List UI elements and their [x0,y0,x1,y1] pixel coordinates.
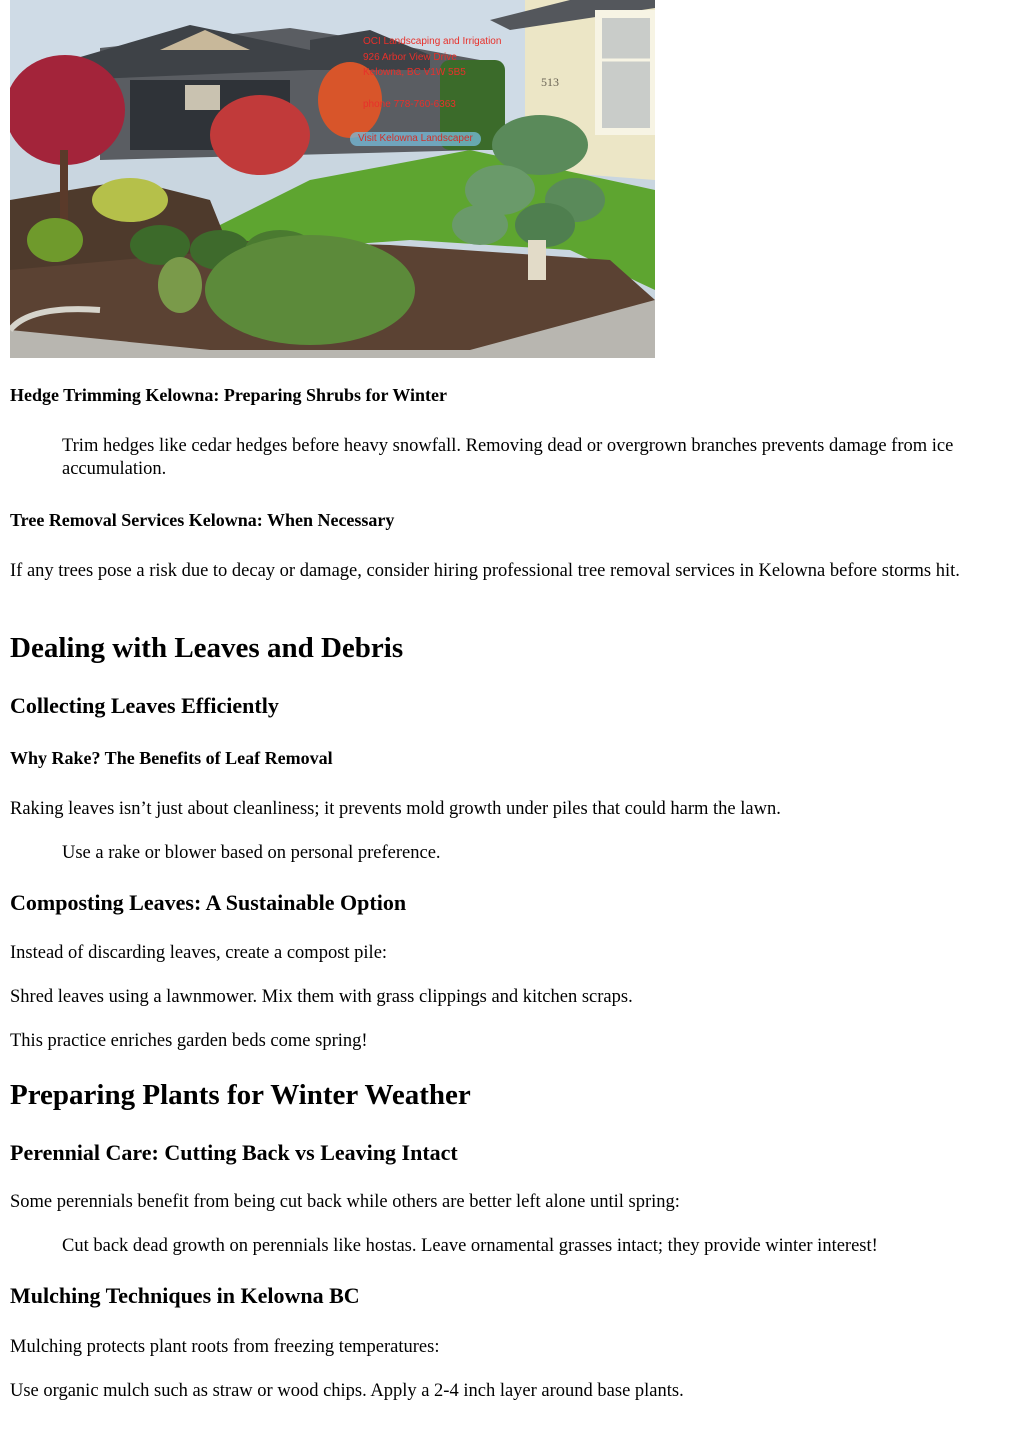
overlay-visit-link[interactable]: Visit Kelowna Landscaper [350,132,481,146]
house-number: 513 [541,75,559,89]
overlay-phone: phone 778-760-6363 [363,99,456,110]
heading-tree-removal: Tree Removal Services Kelowna: When Necessary [10,510,395,530]
paragraph-rake-tool: Use a rake or blower based on personal preference. [62,843,441,863]
paragraph-compost-steps: Shred leaves using a lawnmower. Mix them with grass clippings and kitchen scraps. [10,987,633,1007]
landscape-photo [10,0,655,358]
paragraph-mulch-tip: Use organic mulch such as straw or wood chips. Apply a 2-4 inch layer around base plants. [10,1381,684,1401]
paragraph-mulch-intro: Mulching protects plant roots from freezing temperatures: [10,1337,440,1357]
heading-preparing-plants: Preparing Plants for Winter Weather [10,1079,471,1111]
heading-perennial-care: Perennial Care: Cutting Back vs Leaving Intact [10,1140,458,1165]
heading-why-rake: Why Rake? The Benefits of Leaf Removal [10,748,333,768]
hero-image [10,0,655,358]
paragraph-perennial-intro: Some perennials benefit from being cut back while others are better left alone until spring: [10,1192,680,1212]
paragraph-perennial-tip: Cut back dead growth on perennials like hostas. Leave ornamental grasses intact; they provide winter interest! [62,1236,878,1256]
heading-mulching: Mulching Techniques in Kelowna BC [10,1283,360,1308]
heading-hedge-trimming: Hedge Trimming Kelowna: Preparing Shrubs for Winter [10,385,448,405]
overlay-company: OCI Landscaping and Irrigation [363,36,502,47]
overlay-city: Kelowna, BC V1W 5B5 [363,67,466,78]
paragraph-compost-result: This practice enriches garden beds come spring! [10,1031,368,1051]
heading-leaves-debris: Dealing with Leaves and Debris [10,632,404,664]
paragraph-hedge-trimming: Trim hedges like cedar hedges before heavy snowfall. Removing dead or overgrown branches prevents damage from ice accumulation. [62,436,954,479]
paragraph-tree-removal: If any trees pose a risk due to decay or damage, consider hiring professional tree removal services in Kelowna before storms hit. [10,561,960,581]
heading-composting: Composting Leaves: A Sustainable Option [10,890,407,915]
overlay-address: 926 Arbor View Drive [363,52,457,63]
paragraph-why-rake: Raking leaves isn’t just about cleanliness; it prevents mold growth under piles that could harm the lawn. [10,799,781,819]
paragraph-compost-intro: Instead of discarding leaves, create a compost pile: [10,943,388,963]
heading-collecting-leaves: Collecting Leaves Efficiently [10,693,279,718]
